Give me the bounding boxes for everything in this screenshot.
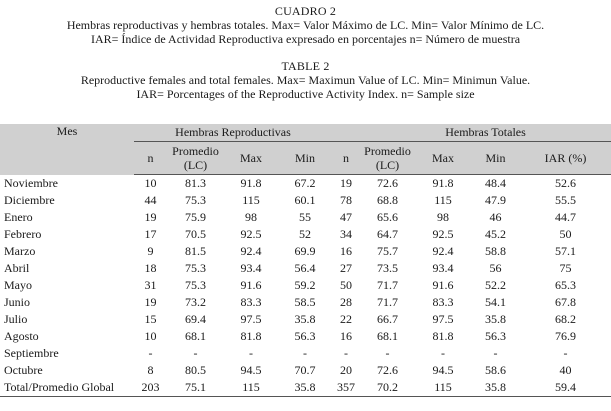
row-label: Febrero — [4, 227, 42, 241]
table-cell: 203 — [134, 379, 167, 397]
column-header: Max — [415, 142, 471, 175]
table-cell: - — [344, 346, 348, 360]
column-header: Promedio (LC) — [167, 142, 224, 175]
table-row — [0, 243, 611, 260]
table-cell: 94.5 — [432, 363, 454, 377]
table-cell: 81.8 — [240, 329, 262, 343]
table-cell: 92.5 — [432, 227, 454, 241]
table-cell: 27 — [340, 261, 352, 275]
row-label: Agosto — [4, 329, 39, 343]
table-cell: 93.4 — [432, 261, 454, 275]
table-cell: - — [441, 346, 445, 360]
table-cell: - — [385, 346, 390, 360]
table-cell: 91.6 — [432, 278, 454, 292]
table-row — [0, 277, 611, 294]
table-row — [0, 345, 611, 362]
table-cell: - — [249, 346, 253, 360]
table-cell: 80.5 — [185, 363, 206, 377]
table-cell: 357 — [332, 379, 360, 397]
table-cell: 48.4 — [485, 176, 506, 190]
table-cell: 44 — [144, 193, 157, 207]
table-cell: 16 — [340, 329, 352, 343]
table-cell: 65.3 — [555, 278, 576, 292]
table-cell: 83.3 — [432, 295, 454, 309]
table-row — [0, 328, 611, 345]
header-mes: Mes — [0, 124, 134, 175]
row-label: Noviembre — [4, 175, 58, 190]
row-label: Total/Promedio Global — [0, 379, 134, 397]
table-cell: 28 — [340, 295, 352, 309]
table-body — [0, 175, 611, 397]
table-cell: 19 — [340, 176, 352, 190]
table-cell: 46 — [489, 210, 502, 224]
table-cell: 56.3 — [485, 329, 506, 343]
table-cell: 35.8 — [278, 379, 332, 397]
table-cell: 97.5 — [240, 312, 262, 326]
table-cell: 68.2 — [555, 312, 576, 326]
table-cell: 93.4 — [240, 261, 262, 275]
table-cell: 19 — [144, 210, 157, 224]
row-label: Mayo — [4, 278, 32, 292]
table-cell: 18 — [144, 261, 157, 275]
table-cell: 75.1 — [167, 379, 224, 397]
table-cell: 58.5 — [294, 295, 316, 309]
table-cell: 59.4 — [520, 379, 611, 397]
table-cell: 70.2 — [360, 379, 415, 397]
table-cell: 52.6 — [555, 176, 576, 190]
column-header: Min — [471, 142, 520, 175]
column-header: Max — [224, 142, 278, 175]
table-cell: 31 — [144, 278, 157, 292]
table-cell: 56.4 — [294, 261, 316, 275]
table-cell: 98 — [437, 210, 449, 224]
table-cell: 76.9 — [555, 329, 576, 343]
table-row — [0, 175, 611, 193]
table-cell: 10 — [144, 176, 157, 190]
table-cell: 58.8 — [485, 244, 506, 258]
caption-es-line1: Hembras reproductivas y hembras totales. Max= Valor Máximo de LC. Min= Valor Mínimo de LC. — [66, 18, 545, 32]
table-cell: 35.8 — [471, 379, 520, 397]
table-cell: 92.4 — [432, 244, 454, 258]
table-cell: 52 — [299, 227, 311, 241]
table-cell: 75.3 — [185, 261, 206, 275]
table-cell: 75.3 — [185, 278, 206, 292]
column-header: n — [332, 142, 360, 175]
row-label: Septiembre — [4, 346, 59, 360]
table-cell: 65.6 — [377, 210, 398, 224]
table-cell: 92.4 — [240, 244, 262, 258]
column-header: Min — [278, 142, 332, 175]
table-cell: - — [563, 346, 568, 360]
column-header: IAR (%) — [520, 142, 611, 175]
table-cell: 70.5 — [185, 227, 206, 241]
table-row — [0, 192, 611, 209]
table-cell: 60.1 — [294, 193, 316, 207]
table-cell: 40 — [559, 363, 572, 377]
table-cell: 35.8 — [294, 312, 316, 326]
row-label: Julio — [4, 312, 28, 326]
table-cell: 81.5 — [185, 244, 206, 258]
row-label: Abril — [4, 261, 30, 275]
table-cell: 72.6 — [377, 363, 398, 377]
column-header: n — [134, 142, 167, 175]
table-row — [0, 311, 611, 328]
table-cell: 22 — [340, 312, 352, 326]
table-cell: - — [303, 346, 307, 360]
table-cell: 54.1 — [485, 295, 506, 309]
table-cell: 66.7 — [377, 312, 398, 326]
table-cell: 35.8 — [485, 312, 506, 326]
caption-en-title: TABLE 2 — [281, 59, 330, 73]
row-label: Enero — [4, 210, 33, 224]
table-cell: 78 — [340, 193, 352, 207]
table-cell: 75 — [559, 261, 572, 275]
row-label: Junio — [4, 295, 31, 309]
header-gap — [332, 124, 360, 142]
table-cell: 17 — [144, 227, 157, 241]
table-row — [0, 260, 611, 277]
column-header: Promedio (LC) — [360, 142, 415, 175]
table-cell: 83.3 — [240, 295, 262, 309]
table-row — [0, 209, 611, 226]
table-cell: 34 — [340, 227, 352, 241]
table-row — [0, 294, 611, 311]
table-cell: 72.6 — [377, 176, 398, 190]
caption-es-title: CUADRO 2 — [274, 4, 337, 18]
table-cell: 115 — [415, 379, 471, 397]
table-cell: 115 — [224, 379, 278, 397]
table-cell: 56 — [489, 261, 502, 275]
table-row — [0, 226, 611, 243]
table-cell: 92.5 — [240, 227, 262, 241]
table-cell: 15 — [144, 312, 157, 326]
table-cell: 47.9 — [485, 193, 506, 207]
table-cell: 68.8 — [377, 193, 398, 207]
table-cell: 73.2 — [185, 295, 206, 309]
table-cell: 69.9 — [294, 244, 316, 258]
header-hembras-totales: Hembras Totales — [360, 124, 611, 142]
table-cell: 71.7 — [377, 295, 398, 309]
table-cell: 56.3 — [294, 329, 316, 343]
table-cell: 75.3 — [185, 193, 206, 207]
row-label: Octubre — [4, 363, 43, 377]
row-label: Diciembre — [4, 193, 55, 207]
table-cell: 70.7 — [294, 363, 316, 377]
caption-english — [0, 46, 611, 101]
table-cell: 71.7 — [377, 278, 398, 292]
table-cell: 73.5 — [377, 261, 398, 275]
table-row — [0, 379, 611, 397]
table-cell: 94.5 — [240, 363, 262, 377]
table-cell: 59.2 — [294, 278, 316, 292]
table-cell: - — [193, 346, 198, 360]
table-cell: 67.2 — [294, 176, 316, 190]
table-cell: 81.3 — [185, 176, 206, 190]
table-cell: 91.8 — [432, 176, 454, 190]
row-label: Marzo — [4, 244, 36, 258]
table-cell: 98 — [245, 210, 257, 224]
table-cell: 68.1 — [377, 329, 398, 343]
table-cell: 57.1 — [555, 244, 576, 258]
table-cell: 68.1 — [185, 329, 206, 343]
table-cell: 50 — [559, 227, 572, 241]
table-cell: 20 — [340, 363, 352, 377]
table-cell: 16 — [340, 244, 352, 258]
table-cell: 64.7 — [377, 227, 398, 241]
table-cell: 47 — [340, 210, 352, 224]
table-cell: 10 — [144, 329, 157, 343]
table-cell: 52.2 — [485, 278, 506, 292]
table-cell: 44.7 — [555, 210, 576, 224]
table-cell: 67.8 — [555, 295, 576, 309]
table-cell: 8 — [147, 363, 154, 377]
table-cell: 19 — [144, 295, 157, 309]
caption-en-line1: Reproductive females and total females. Max= Maximun Value of LC. Min= Minimun Value. — [80, 73, 531, 87]
table-cell: 91.6 — [240, 278, 262, 292]
data-table — [0, 124, 611, 397]
table-cell: 75.9 — [185, 210, 206, 224]
caption-es-line2: IAR= Índice de Actividad Reproductiva expresado en porcentajes n= Número de muestra — [90, 32, 521, 46]
header-hembras-reproductivas: Hembras Reproductivas — [134, 124, 332, 142]
table-row — [0, 362, 611, 379]
table-cell: 69.4 — [185, 312, 206, 326]
table-cell: 58.6 — [485, 363, 506, 377]
caption-en-line2: IAR= Porcentages of the Reproductive Activity Index. n= Sample size — [136, 87, 475, 101]
table-cell: 75.7 — [377, 244, 398, 258]
caption-spanish — [0, 0, 611, 46]
table-cell: 81.8 — [432, 329, 454, 343]
table-cell: 91.8 — [240, 176, 262, 190]
table-cell: 97.5 — [432, 312, 454, 326]
table-cell: 55 — [299, 210, 311, 224]
table-cell: 50 — [340, 278, 352, 292]
table-cell: 115 — [242, 193, 260, 207]
table-cell: - — [493, 346, 498, 360]
table-cell: 45.2 — [485, 227, 506, 241]
table-cell: - — [148, 346, 153, 360]
table-cell: 115 — [434, 193, 452, 207]
table-cell: 55.5 — [555, 193, 576, 207]
table-cell: 9 — [147, 244, 154, 258]
